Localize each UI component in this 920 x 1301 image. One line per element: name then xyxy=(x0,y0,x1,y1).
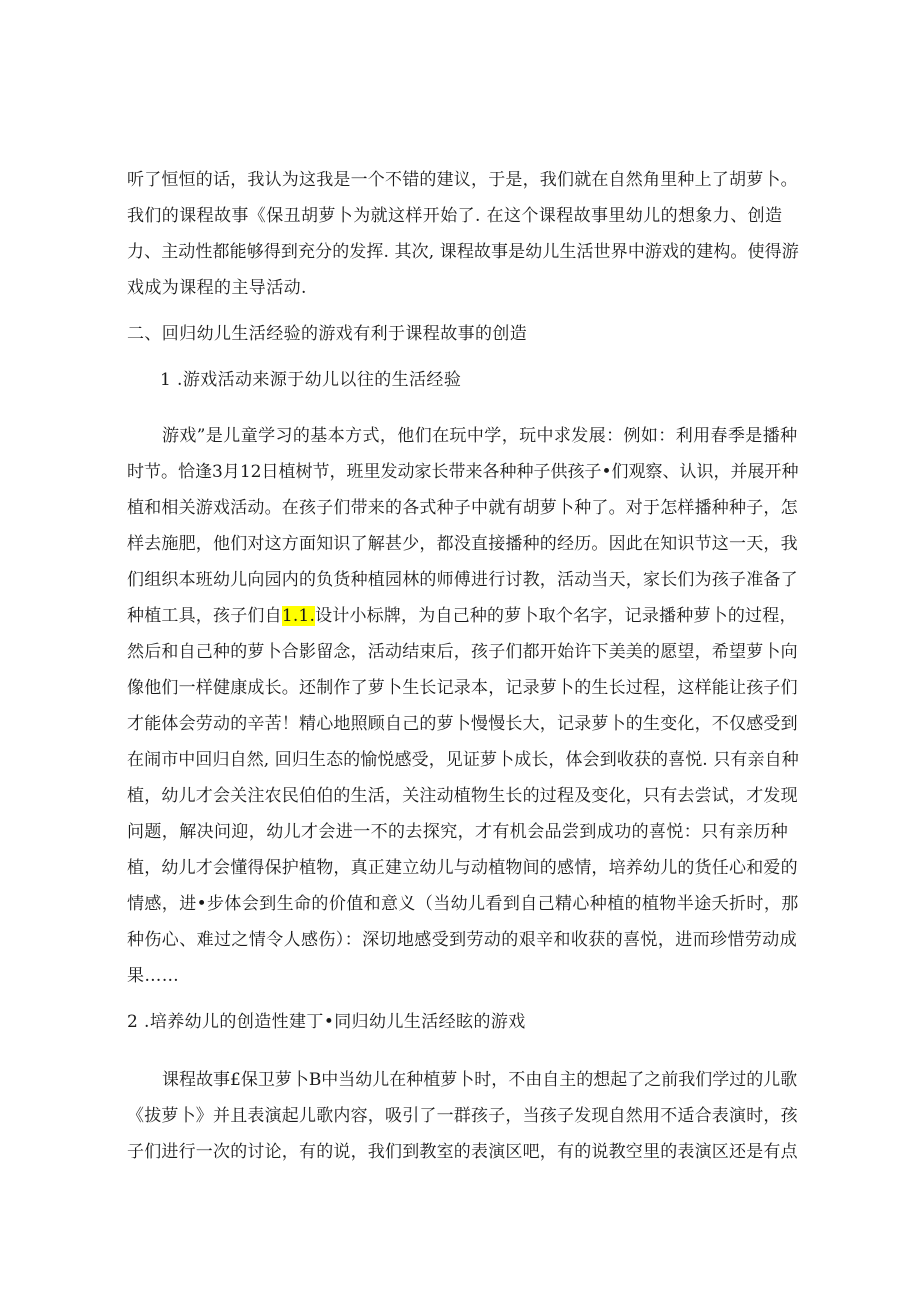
paragraph-2-line-with-highlight xyxy=(127,604,797,628)
paragraph-2-line: 们组织本班幼儿向园内的负货种植园林的师傅进行讨教，活动当天，家长们为孩子准备了 xyxy=(127,570,798,590)
highlighted-number: 1.1. xyxy=(281,606,316,626)
paragraph-2-line: 植，幼儿才会懂得保护植物，真正建立幼儿与动植物间的感情，培养幼儿的货任心和爱的 xyxy=(127,858,798,878)
paragraph-2-line: 植和相关游戏活动。在孩子们带来的各式种子中就有胡萝卜种了。对于怎样播种种子，怎 xyxy=(127,498,798,518)
paragraph-2-line: 问题，解决问迎，幼儿才会进一不的去探究，才有机会品尝到成功的喜悦：只有亲历种 xyxy=(127,822,789,842)
paragraph-3-line: 《拔萝卜》并且表演起儿歌内容，吸引了一群孩子，当孩子发现自然用不适合表演时，孩 xyxy=(127,1106,798,1126)
paragraph-1-line: 我们的课程故事《保丑胡萝卜为就这样开始了. 在这个课程故事里幼儿的想象力、创造 xyxy=(127,206,783,226)
paragraph-2-text: 种植工具，孩子们自 xyxy=(127,606,282,626)
section-heading-text: 二、回归幼儿生活经验的游戏有利于课程故事的创造 xyxy=(127,324,528,344)
paragraph-2-text: 设计小标牌，为自己种的萝卜取个名字，记录播种萝卜的过程， xyxy=(315,606,797,626)
paragraph-1-line: 戏成为课程的主导活动. xyxy=(127,278,307,298)
paragraph-1-line: 听了恒恒的话，我认为这我是一个不错的建议，于是，我们就在自然角里种上了胡萝卜。 xyxy=(127,170,798,190)
paragraph-2-line: 在闹市中回归自然, 回归生态的愉悦感受，见证萝卜成长，体会到收获的喜悦. 只有亲自种 xyxy=(127,750,799,770)
paragraph-3-line: 子们进行一次的讨论，有的说，我们到教室的表演区吧，有的说教空里的表演区还是有点 xyxy=(127,1142,798,1162)
paragraph-2-line: 种伤心、难过之情令人感伤）：深切地感受到劳动的艰辛和收获的喜悦，进而珍惜劳动成 xyxy=(127,930,798,950)
paragraph-2-line: 像他们一样健康成长。还制作了萝卜生长记录本，记录萝卜的生长过程，这样能让孩子们 xyxy=(127,678,798,698)
paragraph-2-line: 植，幼儿才会关注农民伯伯的生活，关注动植物生长的过程及变化，只有去尝试，才发现 xyxy=(127,786,798,806)
paragraph-2-line: 时节。恰逢3月12日植树节，班里发动家长带来各种种子供孩子•们观察、认识，并展开种 xyxy=(127,462,799,482)
paragraph-2-line: 然后和自己种的萝卜合影留念，活动结束后，孩子们都开始许下美美的愿望，希望萝卜向 xyxy=(127,642,798,662)
paragraph-2-line: 才能体会劳动的辛苦！精心地照顾自己的萝卜慢慢长大，记录萝卜的生变化，不仅感受到 xyxy=(127,714,798,734)
paragraph-1-line: 力、主动性都能够得到充分的发挥. 其次, 课程故事是幼儿生活世界中游戏的建构。使得游 xyxy=(127,242,799,262)
paragraph-2-line: 游戏”是儿童学习的基本方式，他们在玩中学，玩中求发展：例如：利用春季是播种 xyxy=(162,426,798,446)
subheading-1-text: 1 .游戏活动来源于幼儿以往的生活经验 xyxy=(160,370,462,390)
paragraph-2-line: 情感，进•步体会到生命的价值和意义（当幼儿看到自己精心种植的植物半途夭折时，那 xyxy=(127,894,799,914)
paragraph-2-line: 样去施肥，他们对这方面知识了解甚少，都没直接播种的经历。因此在知识节这一天，我 xyxy=(127,534,798,554)
paragraph-3-line: 课程故事£保卫萝卜B中当幼儿在种植萝卜时，不由自主的想起了之前我们学过的儿歌 xyxy=(162,1070,798,1090)
subheading-2-text: 2 .培养幼儿的创造性建丁•同归幼儿生活经眩的游戏 xyxy=(127,1012,526,1032)
paragraph-2-line: 果…… xyxy=(127,966,180,986)
